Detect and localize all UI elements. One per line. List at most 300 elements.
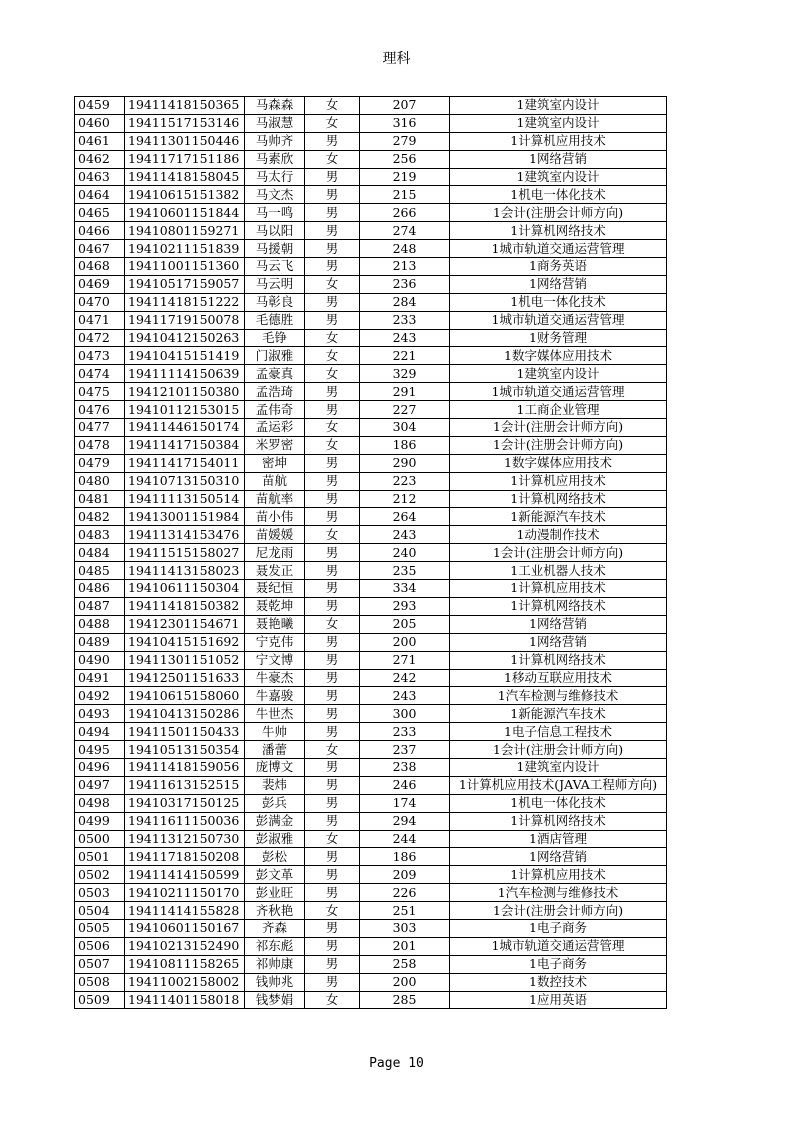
student-name-cell: 祁帅康 — [245, 955, 305, 973]
table-row — [75, 544, 667, 562]
major-cell: 1会计(注册会计师方向) — [450, 902, 667, 920]
gender-cell: 女 — [305, 329, 360, 347]
gender-cell: 男 — [305, 848, 360, 866]
gender-cell: 女 — [305, 150, 360, 168]
gender-cell: 男 — [305, 562, 360, 580]
table-row — [75, 454, 667, 472]
serial-number-cell: 0461 — [75, 132, 125, 150]
score-cell: 201 — [360, 937, 450, 955]
score-cell: 290 — [360, 454, 450, 472]
student-name-cell: 裴炜 — [245, 776, 305, 794]
score-cell: 186 — [360, 436, 450, 454]
serial-number-cell: 0472 — [75, 329, 125, 347]
student-name-cell: 聂纪恒 — [245, 580, 305, 598]
student-name-cell: 孟浩琦 — [245, 383, 305, 401]
serial-number-cell: 0469 — [75, 275, 125, 293]
table-row — [75, 758, 667, 776]
major-cell: 1计算机应用技术 — [450, 472, 667, 490]
gender-cell: 男 — [305, 597, 360, 615]
serial-number-cell: 0490 — [75, 651, 125, 669]
gender-cell: 男 — [305, 383, 360, 401]
table-row — [75, 687, 667, 705]
major-cell: 1网络营销 — [450, 150, 667, 168]
candidate-id-cell: 19410415151692 — [125, 633, 245, 651]
candidate-id-cell: 19411417150384 — [125, 436, 245, 454]
gender-cell: 男 — [305, 472, 360, 490]
score-cell: 233 — [360, 723, 450, 741]
major-cell: 1建筑室内设计 — [450, 168, 667, 186]
gender-cell: 女 — [305, 114, 360, 132]
gender-cell: 男 — [305, 687, 360, 705]
table-row — [75, 651, 667, 669]
student-name-cell: 聂艳曦 — [245, 615, 305, 633]
student-name-cell: 祁东彪 — [245, 937, 305, 955]
serial-number-cell: 0495 — [75, 741, 125, 759]
serial-number-cell: 0481 — [75, 490, 125, 508]
candidate-id-cell: 19410713150310 — [125, 472, 245, 490]
serial-number-cell: 0473 — [75, 347, 125, 365]
gender-cell: 女 — [305, 830, 360, 848]
page-footer: Page 10 — [369, 1056, 424, 1071]
table-row — [75, 329, 667, 347]
student-name-cell: 苗航率 — [245, 490, 305, 508]
score-cell: 284 — [360, 293, 450, 311]
gender-cell: 女 — [305, 741, 360, 759]
major-cell: 1酒店管理 — [450, 830, 667, 848]
student-name-cell: 马云飞 — [245, 258, 305, 276]
major-cell: 1电子商务 — [450, 955, 667, 973]
serial-number-cell: 0499 — [75, 812, 125, 830]
gender-cell: 女 — [305, 97, 360, 115]
major-cell: 1移动互联应用技术 — [450, 669, 667, 687]
score-cell: 293 — [360, 597, 450, 615]
gender-cell: 男 — [305, 293, 360, 311]
table-row — [75, 347, 667, 365]
student-name-cell: 苗小伟 — [245, 508, 305, 526]
student-name-cell: 密坤 — [245, 454, 305, 472]
serial-number-cell: 0493 — [75, 705, 125, 723]
student-name-cell: 潘蕾 — [245, 741, 305, 759]
student-name-cell: 马文杰 — [245, 186, 305, 204]
student-name-cell: 毛铮 — [245, 329, 305, 347]
gender-cell: 男 — [305, 955, 360, 973]
gender-cell: 男 — [305, 866, 360, 884]
table-row — [75, 114, 667, 132]
student-name-cell: 彭满金 — [245, 812, 305, 830]
major-cell: 1计算机应用技术 — [450, 580, 667, 598]
score-cell: 256 — [360, 150, 450, 168]
score-cell: 209 — [360, 866, 450, 884]
score-cell: 304 — [360, 419, 450, 437]
serial-number-cell: 0503 — [75, 884, 125, 902]
student-name-cell: 聂发正 — [245, 562, 305, 580]
gender-cell: 男 — [305, 168, 360, 186]
table-row — [75, 240, 667, 258]
serial-number-cell: 0464 — [75, 186, 125, 204]
score-cell: 219 — [360, 168, 450, 186]
table-row — [75, 508, 667, 526]
major-cell: 1城市轨道交通运营管理 — [450, 240, 667, 258]
gender-cell: 男 — [305, 204, 360, 222]
candidate-id-cell: 19410611150304 — [125, 580, 245, 598]
student-name-cell: 彭业旺 — [245, 884, 305, 902]
table-row — [75, 597, 667, 615]
serial-number-cell: 0484 — [75, 544, 125, 562]
major-cell: 1计算机网络技术 — [450, 651, 667, 669]
score-cell: 205 — [360, 615, 450, 633]
serial-number-cell: 0466 — [75, 222, 125, 240]
serial-number-cell: 0489 — [75, 633, 125, 651]
table-row — [75, 150, 667, 168]
candidate-id-cell: 19411001151360 — [125, 258, 245, 276]
student-name-cell: 马以阳 — [245, 222, 305, 240]
score-cell: 221 — [360, 347, 450, 365]
major-cell: 1应用英语 — [450, 991, 667, 1009]
major-cell: 1机电一体化技术 — [450, 186, 667, 204]
serial-number-cell: 0476 — [75, 401, 125, 419]
student-name-cell: 聂乾坤 — [245, 597, 305, 615]
score-cell: 174 — [360, 794, 450, 812]
table-body — [75, 97, 667, 1009]
candidate-id-cell: 19411719150078 — [125, 311, 245, 329]
serial-number-cell: 0496 — [75, 758, 125, 776]
table-row — [75, 937, 667, 955]
score-cell: 334 — [360, 580, 450, 598]
candidate-id-cell: 19411501150433 — [125, 723, 245, 741]
gender-cell: 男 — [305, 776, 360, 794]
gender-cell: 女 — [305, 275, 360, 293]
table-row — [75, 365, 667, 383]
candidate-id-cell: 19411418150382 — [125, 597, 245, 615]
major-cell: 1建筑室内设计 — [450, 758, 667, 776]
candidate-id-cell: 19412501151633 — [125, 669, 245, 687]
page-title: 理科 — [382, 51, 411, 67]
major-cell: 1电子商务 — [450, 919, 667, 937]
gender-cell: 男 — [305, 490, 360, 508]
gender-cell: 男 — [305, 240, 360, 258]
major-cell: 1建筑室内设计 — [450, 97, 667, 115]
table-row — [75, 776, 667, 794]
candidate-id-cell: 19411414155828 — [125, 902, 245, 920]
table-row — [75, 830, 667, 848]
candidate-id-cell: 19410211150170 — [125, 884, 245, 902]
candidate-id-cell: 19410615151382 — [125, 186, 245, 204]
serial-number-cell: 0504 — [75, 902, 125, 920]
candidate-id-cell: 19411114150639 — [125, 365, 245, 383]
major-cell: 1机电一体化技术 — [450, 794, 667, 812]
table-row — [75, 490, 667, 508]
major-cell: 1会计(注册会计师方向) — [450, 741, 667, 759]
candidate-id-cell: 19410415151419 — [125, 347, 245, 365]
serial-number-cell: 0500 — [75, 830, 125, 848]
student-name-cell: 马云明 — [245, 275, 305, 293]
score-cell: 303 — [360, 919, 450, 937]
major-cell: 1网络营销 — [450, 275, 667, 293]
table-row — [75, 669, 667, 687]
gender-cell: 男 — [305, 454, 360, 472]
candidate-id-cell: 19411301151052 — [125, 651, 245, 669]
major-cell: 1工商企业管理 — [450, 401, 667, 419]
gender-cell: 男 — [305, 311, 360, 329]
gender-cell: 女 — [305, 902, 360, 920]
student-name-cell: 孟豪真 — [245, 365, 305, 383]
score-cell: 240 — [360, 544, 450, 562]
score-cell: 243 — [360, 687, 450, 705]
candidate-id-cell: 19411418150365 — [125, 97, 245, 115]
serial-number-cell: 0482 — [75, 508, 125, 526]
candidate-id-cell: 19411515158027 — [125, 544, 245, 562]
major-cell: 1动漫制作技术 — [450, 526, 667, 544]
major-cell: 1计算机应用技术 — [450, 132, 667, 150]
serial-number-cell: 0480 — [75, 472, 125, 490]
gender-cell: 女 — [305, 365, 360, 383]
candidate-id-cell: 19410213152490 — [125, 937, 245, 955]
serial-number-cell: 0508 — [75, 973, 125, 991]
score-cell: 279 — [360, 132, 450, 150]
serial-number-cell: 0505 — [75, 919, 125, 937]
candidate-id-cell: 19410513150354 — [125, 741, 245, 759]
table-row — [75, 275, 667, 293]
serial-number-cell: 0494 — [75, 723, 125, 741]
gender-cell: 男 — [305, 222, 360, 240]
candidate-id-cell: 19410317150125 — [125, 794, 245, 812]
score-cell: 294 — [360, 812, 450, 830]
gender-cell: 男 — [305, 973, 360, 991]
table-row — [75, 132, 667, 150]
gender-cell: 女 — [305, 436, 360, 454]
serial-number-cell: 0459 — [75, 97, 125, 115]
student-name-cell: 门淑雅 — [245, 347, 305, 365]
student-name-cell: 马一鸣 — [245, 204, 305, 222]
student-name-cell: 钱梦娟 — [245, 991, 305, 1009]
major-cell: 1汽车检测与维修技术 — [450, 687, 667, 705]
student-name-cell: 钱帅兆 — [245, 973, 305, 991]
major-cell: 1新能源汽车技术 — [450, 508, 667, 526]
serial-number-cell: 0463 — [75, 168, 125, 186]
major-cell: 1城市轨道交通运营管理 — [450, 937, 667, 955]
candidate-id-cell: 19411613152515 — [125, 776, 245, 794]
table-row — [75, 168, 667, 186]
serial-number-cell: 0486 — [75, 580, 125, 598]
major-cell: 1数字媒体应用技术 — [450, 454, 667, 472]
score-cell: 223 — [360, 472, 450, 490]
table-row — [75, 401, 667, 419]
major-cell: 1计算机应用技术(JAVA工程师方向) — [450, 776, 667, 794]
table-row — [75, 258, 667, 276]
major-cell: 1会计(注册会计师方向) — [450, 544, 667, 562]
table-row — [75, 436, 667, 454]
serial-number-cell: 0483 — [75, 526, 125, 544]
major-cell: 1数控技术 — [450, 973, 667, 991]
gender-cell: 男 — [305, 258, 360, 276]
student-name-cell: 彭松 — [245, 848, 305, 866]
score-cell: 264 — [360, 508, 450, 526]
table-row — [75, 526, 667, 544]
gender-cell: 男 — [305, 633, 360, 651]
score-cell: 242 — [360, 669, 450, 687]
serial-number-cell: 0501 — [75, 848, 125, 866]
serial-number-cell: 0460 — [75, 114, 125, 132]
score-cell: 251 — [360, 902, 450, 920]
major-cell: 1计算机网络技术 — [450, 597, 667, 615]
table-row — [75, 580, 667, 598]
table-row — [75, 794, 667, 812]
student-name-cell: 毛德胜 — [245, 311, 305, 329]
serial-number-cell: 0479 — [75, 454, 125, 472]
serial-number-cell: 0475 — [75, 383, 125, 401]
major-cell: 1网络营销 — [450, 633, 667, 651]
candidate-id-cell: 19410412150263 — [125, 329, 245, 347]
score-cell: 215 — [360, 186, 450, 204]
student-name-cell: 马淑慧 — [245, 114, 305, 132]
major-cell: 1建筑室内设计 — [450, 114, 667, 132]
student-name-cell: 牛嘉骏 — [245, 687, 305, 705]
table-row — [75, 705, 667, 723]
student-name-cell: 齐秋艳 — [245, 902, 305, 920]
table-row — [75, 973, 667, 991]
gender-cell: 男 — [305, 723, 360, 741]
score-cell: 237 — [360, 741, 450, 759]
major-cell: 1网络营销 — [450, 615, 667, 633]
gender-cell: 男 — [305, 669, 360, 687]
table-row — [75, 919, 667, 937]
major-cell: 1会计(注册会计师方向) — [450, 436, 667, 454]
candidate-id-cell: 19411301150446 — [125, 132, 245, 150]
serial-number-cell: 0468 — [75, 258, 125, 276]
serial-number-cell: 0470 — [75, 293, 125, 311]
major-cell: 1会计(注册会计师方向) — [450, 419, 667, 437]
candidate-id-cell: 19410801159271 — [125, 222, 245, 240]
score-cell: 258 — [360, 955, 450, 973]
gender-cell: 女 — [305, 419, 360, 437]
gender-cell: 男 — [305, 580, 360, 598]
candidate-id-cell: 19411718150208 — [125, 848, 245, 866]
score-cell: 212 — [360, 490, 450, 508]
major-cell: 1城市轨道交通运营管理 — [450, 311, 667, 329]
serial-number-cell: 0478 — [75, 436, 125, 454]
student-name-cell: 彭淑雅 — [245, 830, 305, 848]
table-row — [75, 419, 667, 437]
candidate-id-cell: 19410413150286 — [125, 705, 245, 723]
gender-cell: 女 — [305, 991, 360, 1009]
gender-cell: 男 — [305, 508, 360, 526]
serial-number-cell: 0465 — [75, 204, 125, 222]
major-cell: 1汽车检测与维修技术 — [450, 884, 667, 902]
admission-table — [74, 96, 667, 1009]
score-cell: 246 — [360, 776, 450, 794]
gender-cell: 男 — [305, 758, 360, 776]
major-cell: 1建筑室内设计 — [450, 365, 667, 383]
student-name-cell: 孟伟奇 — [245, 401, 305, 419]
score-cell: 271 — [360, 651, 450, 669]
table-row — [75, 848, 667, 866]
serial-number-cell: 0477 — [75, 419, 125, 437]
candidate-id-cell: 19410615158060 — [125, 687, 245, 705]
gender-cell: 女 — [305, 615, 360, 633]
candidate-id-cell: 19411002158002 — [125, 973, 245, 991]
student-name-cell: 马森森 — [245, 97, 305, 115]
score-cell: 235 — [360, 562, 450, 580]
major-cell: 1工业机器人技术 — [450, 562, 667, 580]
table-row — [75, 633, 667, 651]
score-cell: 213 — [360, 258, 450, 276]
score-cell: 186 — [360, 848, 450, 866]
candidate-id-cell: 19411314153476 — [125, 526, 245, 544]
gender-cell: 女 — [305, 347, 360, 365]
table-row — [75, 222, 667, 240]
serial-number-cell: 0506 — [75, 937, 125, 955]
candidate-id-cell: 19410601150167 — [125, 919, 245, 937]
table-row — [75, 311, 667, 329]
student-name-cell: 牛世杰 — [245, 705, 305, 723]
candidate-id-cell: 19412301154671 — [125, 615, 245, 633]
gender-cell: 男 — [305, 132, 360, 150]
gender-cell: 男 — [305, 401, 360, 419]
score-cell: 274 — [360, 222, 450, 240]
student-name-cell: 苗航 — [245, 472, 305, 490]
gender-cell: 女 — [305, 526, 360, 544]
serial-number-cell: 0467 — [75, 240, 125, 258]
major-cell: 1商务英语 — [450, 258, 667, 276]
candidate-id-cell: 19413001151984 — [125, 508, 245, 526]
student-name-cell: 尼龙雨 — [245, 544, 305, 562]
serial-number-cell: 0491 — [75, 669, 125, 687]
major-cell: 1会计(注册会计师方向) — [450, 204, 667, 222]
serial-number-cell: 0462 — [75, 150, 125, 168]
candidate-id-cell: 19411418151222 — [125, 293, 245, 311]
serial-number-cell: 0474 — [75, 365, 125, 383]
candidate-id-cell: 19411312150730 — [125, 830, 245, 848]
major-cell: 1计算机网络技术 — [450, 222, 667, 240]
table-row — [75, 723, 667, 741]
candidate-id-cell: 19411414150599 — [125, 866, 245, 884]
candidate-id-cell: 19411113150514 — [125, 490, 245, 508]
candidate-id-cell: 19411413158023 — [125, 562, 245, 580]
major-cell: 1计算机网络技术 — [450, 490, 667, 508]
serial-number-cell: 0485 — [75, 562, 125, 580]
candidate-id-cell: 19411717151186 — [125, 150, 245, 168]
score-cell: 226 — [360, 884, 450, 902]
major-cell: 1计算机应用技术 — [450, 866, 667, 884]
major-cell: 1电子信息工程技术 — [450, 723, 667, 741]
serial-number-cell: 0498 — [75, 794, 125, 812]
score-cell: 291 — [360, 383, 450, 401]
student-name-cell: 米罗密 — [245, 436, 305, 454]
gender-cell: 男 — [305, 937, 360, 955]
serial-number-cell: 0502 — [75, 866, 125, 884]
major-cell: 1网络营销 — [450, 848, 667, 866]
candidate-id-cell: 19410811158265 — [125, 955, 245, 973]
score-cell: 236 — [360, 275, 450, 293]
gender-cell: 男 — [305, 651, 360, 669]
score-cell: 227 — [360, 401, 450, 419]
major-cell: 1计算机网络技术 — [450, 812, 667, 830]
candidate-id-cell: 19412101150380 — [125, 383, 245, 401]
serial-number-cell: 0488 — [75, 615, 125, 633]
score-cell: 244 — [360, 830, 450, 848]
student-name-cell: 马援朝 — [245, 240, 305, 258]
candidate-id-cell: 19411611150036 — [125, 812, 245, 830]
candidate-id-cell: 19411401158018 — [125, 991, 245, 1009]
serial-number-cell: 0492 — [75, 687, 125, 705]
candidate-id-cell: 19410517159057 — [125, 275, 245, 293]
major-cell: 1新能源汽车技术 — [450, 705, 667, 723]
candidate-id-cell: 19411446150174 — [125, 419, 245, 437]
gender-cell: 男 — [305, 812, 360, 830]
major-cell: 1数字媒体应用技术 — [450, 347, 667, 365]
score-cell: 200 — [360, 633, 450, 651]
score-cell: 329 — [360, 365, 450, 383]
